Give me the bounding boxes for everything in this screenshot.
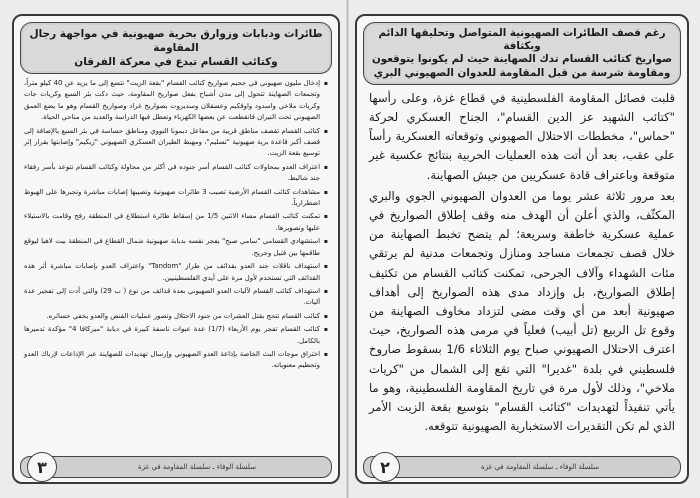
page-three-headline <box>20 22 332 74</box>
list-item: ▪ إدخال مليون صهيوني في جحيم صواريخ كتائب القسام "بقعة الزيت" تتسع إلى ما يزيد عن 40 كيلو متراً، وتجمعات الصهاينة تتحول إلى مدن أشباح بفعل صواريخ المقاومة، حيث دكت بئر السبع وكريات جات وكريات ملاخي واسدود واوفكيم وعسقلان وسديروت بصواريخ غراد وصواريخ القسام وهو ما يضع العمق الصهيوني تحت النيران فانقطعت عن بعضها الكهرباء وتعطل فيها الدراسة والعديد من مناحي الحياة. <box>24 78 328 124</box>
page-three-footer <box>20 456 332 478</box>
achievements-list <box>24 78 328 372</box>
page-two <box>355 14 689 484</box>
list-item: ▪ استهداف ناقلات جند العدو بقذائف من طراز "Tandom" واعتراف العدو بإصابات مباشرة أثر هذه القذائف التي تستخدم لأول مرة على أيدي الفلسطينيين. <box>24 261 328 284</box>
headline-line: طائرات ودبابات وزوارق بحرية صهيونية في مواجهة رجال المقاومة <box>29 28 323 54</box>
list-item: ▪ اختراق موجات البث الخاصة بإذاعة العدو الصهيوني وإرسال تهديدات للصهاينة عبر الإذاعات لإرباك العدو وتحطيم معنوياته. <box>24 349 328 372</box>
page-fold <box>346 0 349 498</box>
headline-line: ومقاومة شرسة من قبل المقاومة للعدوان الصهيوني البري <box>373 66 671 79</box>
footer-text: سلسلة الوفاء ـ سلسلة المقاومة في غزة <box>481 463 599 471</box>
page-number: ٣ <box>27 452 57 482</box>
headline-line: وكتائب القسام تبدع في معركة الفرقان <box>74 56 278 68</box>
paragraph: بعد مرور ثلاثة عشر يوما من العدوان الصهيوني الجوي والبري المكثّف، والذي أعلن أن الهدف منه وقف إطلاق الصواريخ في عملية عسكرية خاطفة وسريعة؛ لم يتضح تخبط الصهاينة من خلال قصف تجمعات مساجد ومنازل وتجمعات مدنية لم يرتقي مئات الشهداء وآلاف الجرحى، تمكنت كتائب القسام من تكثيف إطلاق الصواريخ، بل وإزداد مدى هذه الصواريخ إلى أهداف صهيونية أبعد من أي وقت مضى لتزداد مخاوف الصهاينة من وقوع تل الربيع (تل أبيب) فعلياً في مرمى هذه الصواريخ، حيث اعترف الاحتلال الصهيوني صباح يوم الثلاثاء 1/6 بسقوط صاروخ فلسطيني في بلدة "غديرا" التي تقع إلى الشمال من "كريات ملاخي"، وذلك لأول مرة في تاريخ المقاومة الفلسطينية، وهو ما يأتي تنفيذاً لتهديدات "كتائب القسام" بتوسيع بقعة الزيت الأمر الذي لم تكن التقديرات الاستخبارية الصهيونية تتوقعه. <box>369 188 676 434</box>
list-item: ▪ كتائب القسام تفجر يوم الأربعاء (1/7) عدة عبوات ناسفة كبيرة في دبابة "ميركافا 4" مؤكدة تدميرها بالكامل. <box>24 324 328 347</box>
page-three <box>12 14 340 484</box>
page-number: ٢ <box>370 452 400 482</box>
list-item: ▪ تمكنت كتائب القسام مساء الاثنين 1/5 من إسقاط طائرة استطلاع في المنطقة رفح وقامت بالاستيلاء عليها وتصويرها. <box>24 211 328 234</box>
headline-line: صواريخ كتائب القسام تدك الصهاينة حيث لم يكونوا يتوقعون <box>371 53 673 66</box>
footer-text: سلسلة الوفاء ـ سلسلة المقاومة في غزة <box>138 463 256 471</box>
page-two-footer <box>363 456 681 478</box>
list-item: ▪ استهداف كتائب القسام لآليات العدو الصهيوني بعدة قذائف من نوع ( ب 29) والتي أدت إلى تفجير عدة آليات. <box>24 286 328 309</box>
headline-line: رغم قصف الطائرات الصهيونية المتواصل وتحليقها الدائم وبكثافة <box>378 27 666 53</box>
list-item: ▪ استشهادي القسامي "سامي صبح" يفجر نفسه بدبابة صهيونية شمال القطاع في المنطقة بيت لاهيا ليوقع طاقمها بين قتيل وجريح. <box>24 236 328 259</box>
list-item: ▪ كتائب القسام تقصف مناطق قريبة من مفاعل ديمونا النووي ومناطق حساسة في بئر السبع بالإضافة إلى قصف أكبر قاعدة برية صهيونية "تسليم"، ومهبط الطيران العسكري الصهيوني "زيكيم" وإصابتها بقرار إثر توسيع بقعة الزيت. <box>24 126 328 160</box>
list-item: ▪ مشاهدات كتائب القسام الأرضية تصيب 3 طائرات صهيونية وتصيبها إصابات مباشرة وتجبرها على الهبوط اضطرارياً. <box>24 187 328 210</box>
page-two-body <box>357 89 687 437</box>
page-three-body <box>14 78 338 372</box>
list-item: ▪ كتائب القسام تتحج بقتل العشرات من جنود الاحتلال وتصور عمليات القنص والعدو يخفي خسائره. <box>24 311 328 322</box>
page-two-headline <box>363 22 681 85</box>
list-item: ▪ اعتراف العدو بمحاولات كتائب القسام أسر جنوده في أكثر من محاولة وكتائب القسام تتوعد بأسر رفقاء جند شاليط. <box>24 162 328 185</box>
paragraph: قلبت فصائل المقاومة الفلسطينية في قطاع غزة، وعلى رأسها "كتائب الشهيد عز الدين القسام"، الجناح العسكري لحركة "حماس"، مخططات الاحتلال الصهيوني وتوقعاته العسكرية رأساً على عقب، بعد أن أتت هذه العمليات الحربية بنتائج عكسية غير متوقعة وباعتراف قادة عسكريين من جيش الصهاينة. <box>369 90 675 182</box>
